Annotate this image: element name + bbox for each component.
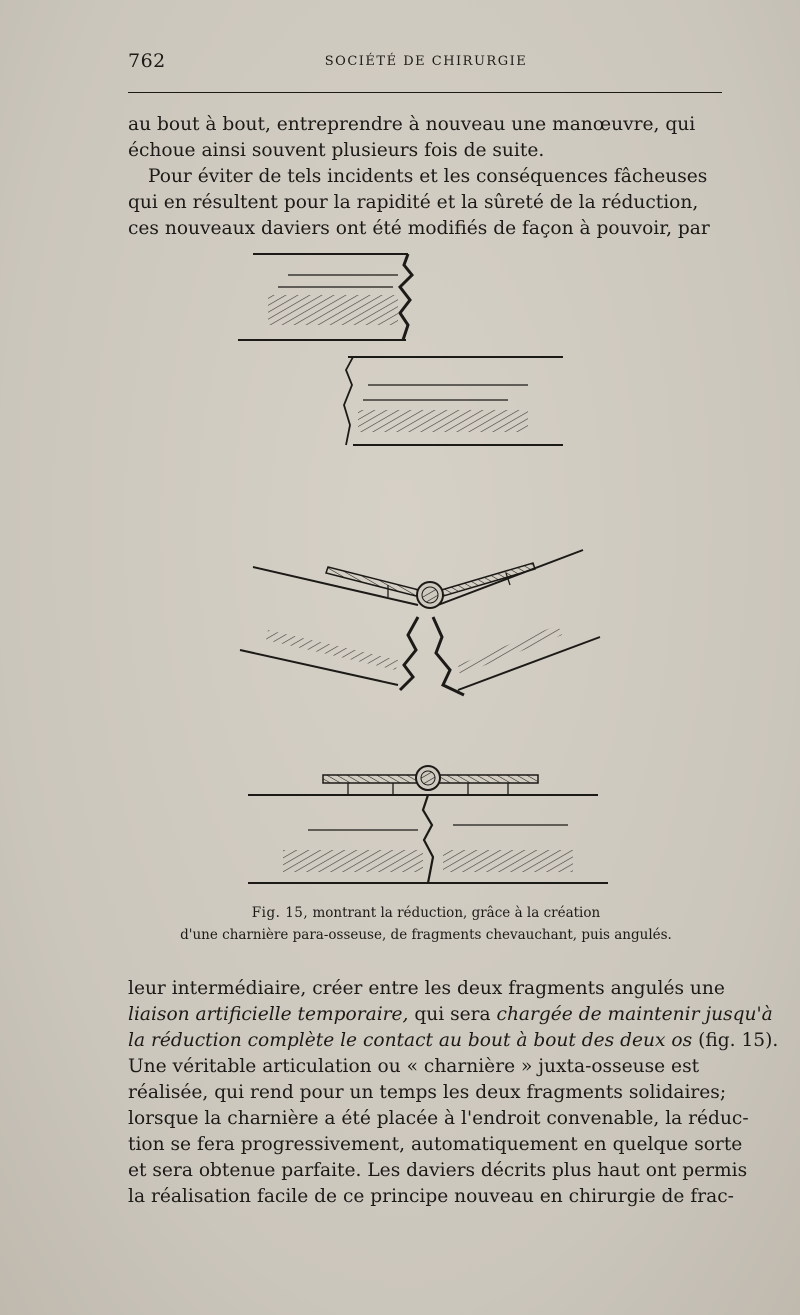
body-text-bottom (128, 976, 779, 1210)
angulated-fragments-drawing (240, 550, 600, 695)
reduced-fragments-drawing (248, 766, 608, 883)
text-line (128, 1028, 779, 1054)
text-line: réalisée, qui rend pour un temps les deux fragments solidaires; (128, 1082, 727, 1103)
running-title: SOCIÉTÉ DE CHIRURGIE (324, 54, 528, 69)
text-line: tion se fera progressivement, automatiquement en quelque sorte (128, 1134, 743, 1155)
text-span: qui sera (408, 1004, 497, 1025)
caption-line-1 (128, 902, 724, 924)
caption-line-2: d'une charnière para-osseuse, de fragments chevauchant, puis angulés. (180, 927, 672, 943)
figure-illustration (228, 245, 613, 895)
text-line: la réalisation facile de ce principe nouveau en chirurgie de frac- (128, 1186, 734, 1207)
header-rule (128, 92, 722, 93)
figure-label: Fig. 15, (251, 905, 309, 921)
caption-text: montrant la réduction, grâce à la création (312, 905, 601, 921)
overlapping-fragments-drawing (238, 254, 563, 445)
text-line: leur intermédiaire, créer entre les deux fragments angulés une (128, 978, 725, 999)
text-line: échoue ainsi souvent plusieurs fois de suite. (128, 140, 545, 161)
text-line (128, 1002, 773, 1028)
text-line: au bout à bout, entreprendre à nouveau une manœuvre, qui (128, 114, 696, 135)
text-line: Une véritable articulation ou « charnière » juxta-osseuse est (128, 1056, 700, 1077)
text-span: (fig. 15). (692, 1030, 779, 1051)
bone-fracture-illustration (228, 245, 613, 895)
figure-caption (128, 902, 724, 946)
body-text-top (128, 112, 724, 242)
italic-text: chargée de maintenir jusqu'à (496, 1004, 773, 1025)
page-header (128, 50, 724, 80)
italic-text: liaison artificielle temporaire, (128, 1004, 409, 1025)
italic-text: la réduction complète le contact au bout à bout des deux os (128, 1030, 693, 1051)
page-number: 762 (128, 50, 166, 72)
text-line: et sera obtenue parfaite. Les daviers décrits plus haut ont permis (128, 1160, 748, 1181)
text-line: ces nouveaux daviers ont été modifiés de façon à pouvoir, par (128, 218, 710, 239)
text-line: lorsque la charnière a été placée à l'endroit convenable, la réduc- (128, 1108, 749, 1129)
text-line: qui en résultent pour la rapidité et la sûreté de la réduction, (128, 192, 699, 213)
text-line: Pour éviter de tels incidents et les conséquences fâcheuses (148, 166, 708, 187)
